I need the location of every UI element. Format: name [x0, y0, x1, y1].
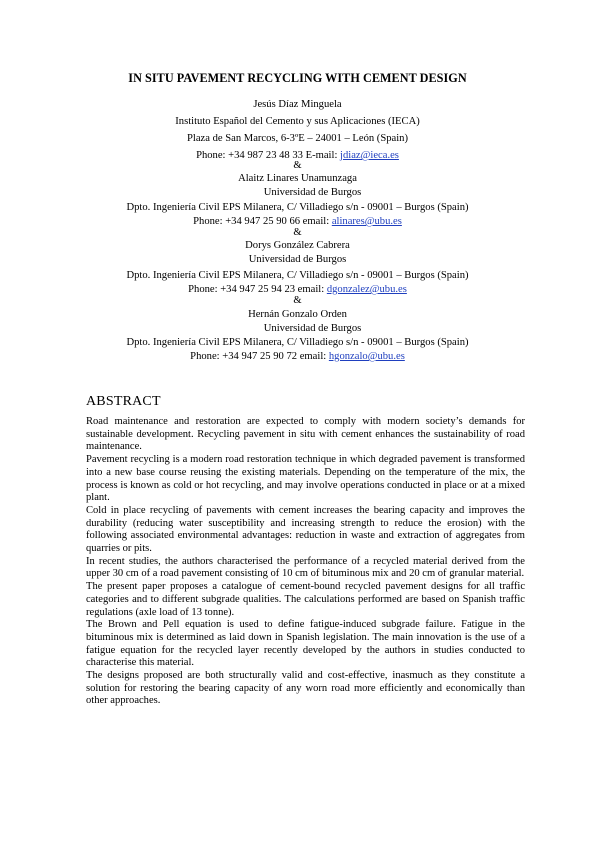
author-address: Plaza de San Marcos, 6-3ºE – 24001 – León (Spain)	[187, 133, 408, 144]
abstract-paragraph: Pavement recycling is a modern road restoration technique in which degraded pavement is transformed into a new base course reusing the existing materials. Depending on the temperature of the mix, the process is known as cold or hot recycling, and may involve operations conducted in place or at a mixed plant.	[86, 454, 525, 504]
abstract-paragraph: In recent studies, the authors characterised the performance of a recycled material derived from the upper 30 cm of a road pavement consisting of 10 cm of bituminous mix and 20 cm of granular material.	[86, 555, 525, 580]
email-link[interactable]: hgonzalo@ubu.es	[328, 351, 405, 362]
abstract-paragraph: The designs proposed are both structurally valid and cost-effective, inasmuch as they constitute a solution for restoring the bearing capacity of any worn road more efficiently and economically than other approaches.	[86, 670, 525, 707]
author-contact: Phone: +34 987 23 48 33 E-mail: jdiaz@ieca.es	[196, 150, 399, 161]
author-address: Dpto. Ingeniería Civil EPS Milanera, C/ Villadiego s/n - 09001 – Burgos (Spain)	[126, 270, 469, 281]
abstract-paragraph: Road maintenance and restoration are expected to comply with modern society’s demands for sustainable development. Recycling pavement in situ with cement enhances the sustainability of road maintenance.	[86, 416, 525, 453]
abstract-paragraph: The present paper proposes a catalogue of cement-bound recycled pavement designs for all traffic categories and to different subgrade qualities. The calculations performed are based on Spanish traffic regulations (axle load of 13 tonne).	[86, 581, 525, 618]
author-affiliation: Instituto Español del Cemento y sus Aplicaciones (IECA)	[175, 116, 420, 127]
email-link[interactable]: alinares@ubu.es	[331, 216, 402, 227]
paper-title: IN SITU PAVEMENT RECYCLING WITH CEMENT DESIGN	[128, 71, 467, 85]
abstract-paragraph: Cold in place recycling of pavements with cement increases the bearing capacity and improves the durability (reducing water susceptibility and increasing strength to reduce the erosion) with the following associated environmental advantages: reduction in waste and extraction of aggregates from quarries or pits.	[86, 504, 525, 555]
author-contact: Phone: +34 947 25 90 72 email: hgonzalo@ubu.es	[190, 351, 405, 362]
author-separator: &	[293, 227, 302, 238]
author-affiliation: Universidad de Burgos	[263, 323, 362, 334]
author-name: Jesús Díaz Minguela	[253, 99, 342, 110]
author-contact: Phone: +34 947 25 94 23 email: dgonzalez@ubu.es	[188, 284, 407, 295]
author-contact: Phone: +34 947 25 90 66 email: alinares@ubu.es	[193, 216, 402, 227]
email-link[interactable]: jdiaz@ieca.es	[340, 150, 399, 161]
author-address: Dpto. Ingeniería Civil EPS Milanera, C/ Villadiego s/n - 09001 – Burgos (Spain)	[126, 202, 469, 213]
author-name: Dorys González Cabrera	[245, 240, 350, 251]
author-separator: &	[293, 295, 302, 306]
author-name: Hernán Gonzalo Orden	[248, 309, 347, 320]
author-name: Alaitz Linares Unamunzaga	[238, 173, 357, 184]
abstract-paragraph: The Brown and Pell equation is used to define fatigue-induced subgrade failure. Fatigue in the bituminous mix is determined as laid down in Spanish legislation. The main innovation is the use of a fatigue equation for the recycled layer recently developed by the authors in studies conducted to characterise this material.	[86, 619, 525, 669]
author-affiliation: Universidad de Burgos	[248, 254, 347, 265]
author-affiliation: Universidad de Burgos	[263, 187, 362, 198]
email-link[interactable]: dgonzalez@ubu.es	[326, 284, 407, 295]
abstract-body	[86, 416, 525, 708]
author-separator: &	[293, 160, 302, 171]
author-address: Dpto. Ingeniería Civil EPS Milanera, C/ Villadiego s/n - 09001 – Burgos (Spain)	[126, 337, 469, 348]
abstract-heading: ABSTRACT	[86, 394, 161, 409]
